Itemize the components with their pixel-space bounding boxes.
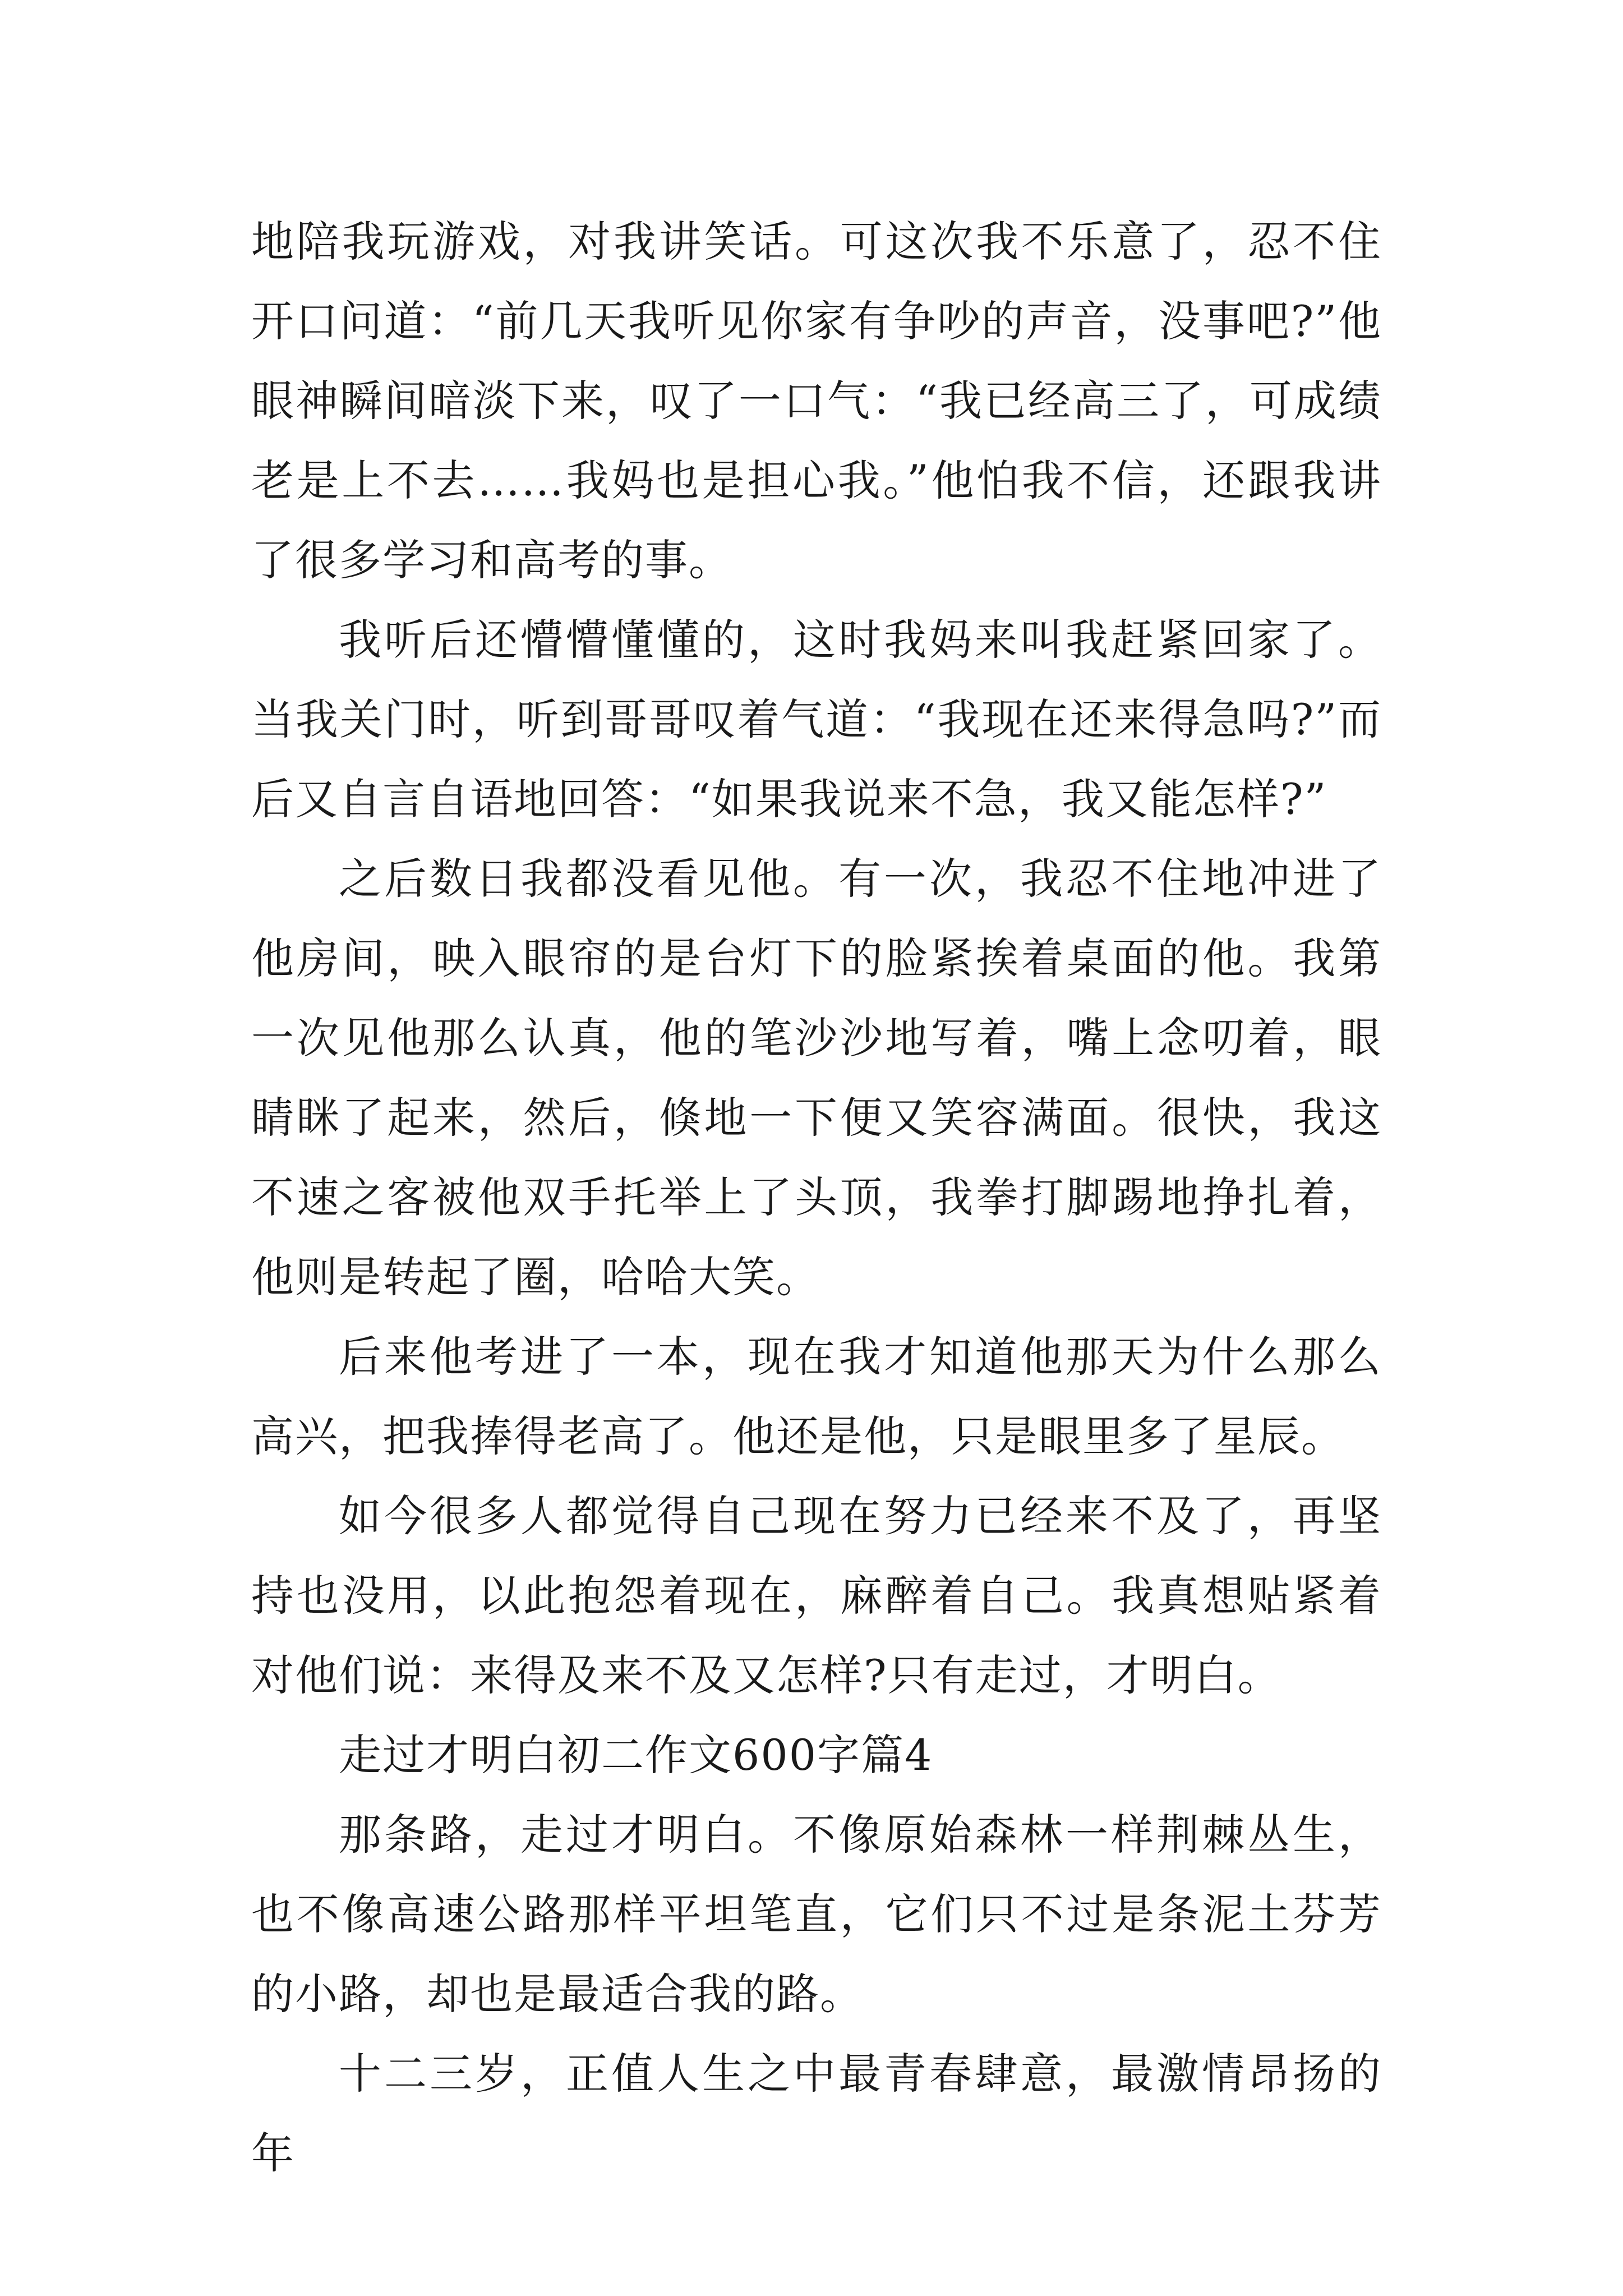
paragraph-3: 之后数日我都没看见他。有一次，我忍不住地冲进了他房间，映入眼帘的是台灯下的脸紧挨着桌面的他。我第一次见他那么认真，他的笔沙沙地写着，嘴上念叨着，眼睛眯了起来，然后，倏地一下便又笑容满面。很快，我这不速之客被他双手托举上了头顶，我拳打脚踢地挣扎着，他则是转起了圈，哈哈大笑。 bbox=[251, 854, 1382, 1302]
section-heading: 走过才明白初二作文600字篇4 bbox=[339, 1730, 933, 1780]
paragraph-5: 如今很多人都觉得自己现在努力已经来不及了，再坚持也没用，以此抱怨着现在，麻醉着自己。我真想贴紧着对他们说：来得及来不及又怎样?只有走过，才明白。 bbox=[251, 1491, 1382, 1700]
paragraph-7: 十二三岁，正值人生之中最青春肆意，最激情昂扬的年 bbox=[251, 2049, 1382, 2178]
paragraph-4: 后来他考进了一本，现在我才知道他那天为什么那么高兴，把我捧得老高了。他还是他，只是眼里多了星辰。 bbox=[251, 1332, 1382, 1461]
paragraph-1: 地陪我玩游戏，对我讲笑话。可这次我不乐意了，忍不住开口问道：“前几天我听见你家有争吵的声音，没事吧?”他眼神瞬间暗淡下来，叹了一口气：“我已经高三了，可成绩老是上不去……我妈也是担心我。”他怕我不信，还跟我讲了很多学习和高考的事。 bbox=[251, 217, 1382, 585]
paragraph-6: 那条路，走过才明白。不像原始森林一样荆棘丛生，也不像高速公路那样平坦笔直，它们只不过是条泥土芬芳的小路，却也是最适合我的路。 bbox=[251, 1810, 1382, 2019]
paragraph-2: 我听后还懵懵懂懂的，这时我妈来叫我赶紧回家了。当我关门时，听到哥哥叹着气道：“我现在还来得急吗?”而后又自言自语地回答：“如果我说来不急，我又能怎样?” bbox=[251, 615, 1382, 824]
document-body bbox=[251, 202, 1382, 2193]
